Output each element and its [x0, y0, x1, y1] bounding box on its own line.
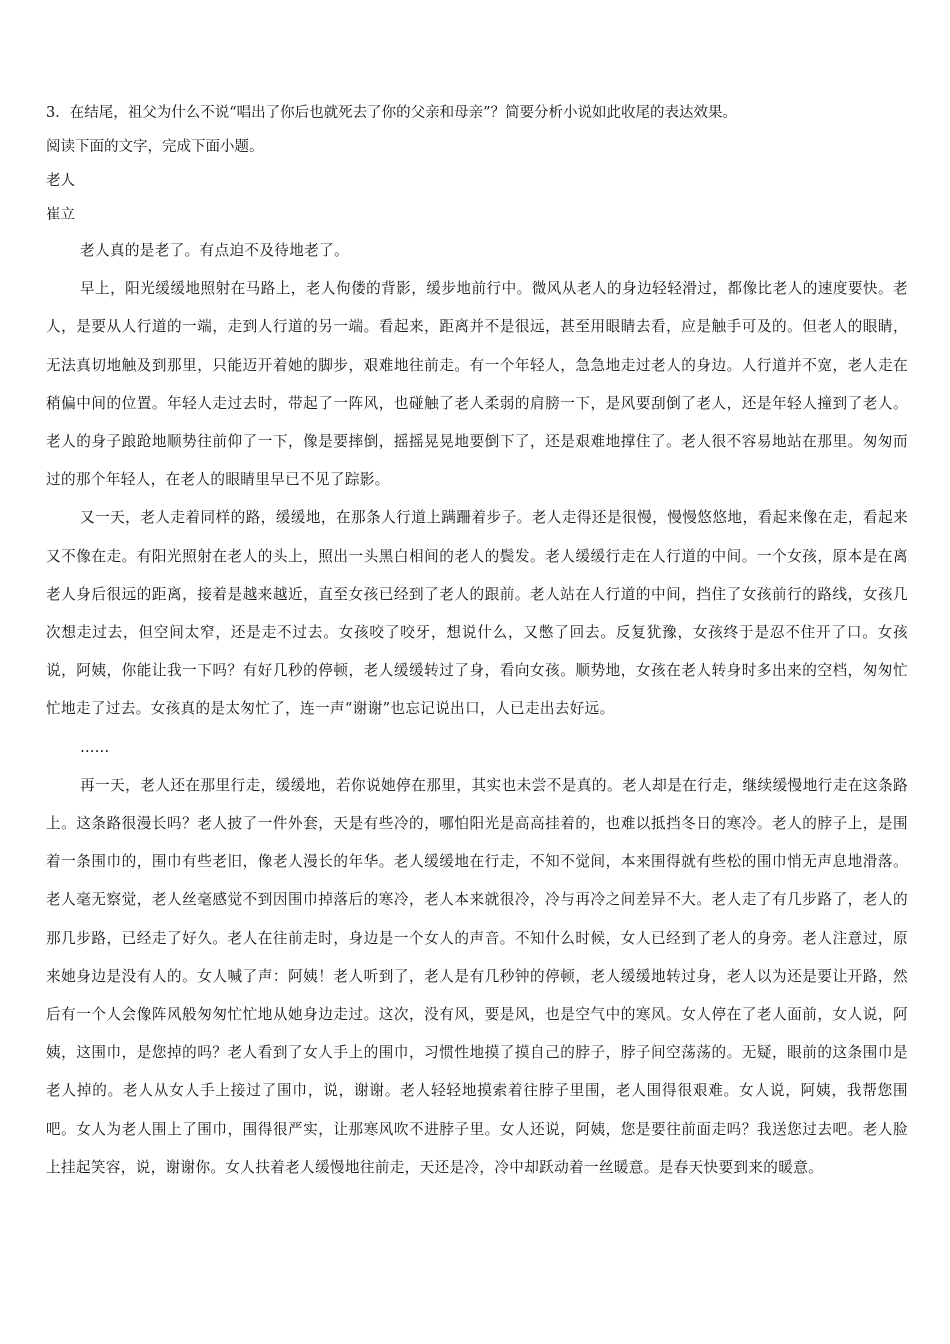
question-text: 3．在结尾，祖父为什么不说“唱出了你后也就死去了你的父亲和母亲”？简要分析小说如此收尾的表达效果。 — [46, 105, 738, 121]
story-body — [46, 232, 908, 1187]
story-paragraph: 又一天，老人走着同样的路，缓缓地，在那条人行道上蹒跚着步子。老人走得还是很慢，慢慢悠悠地，看起来像在走，看起来又不像在走。有阳光照射在老人的头上，照出一头黑白相间的老人的鬓发。老人缓缓行走在人行道的中间。一个女孩，原本是在离老人身后很远的距离，接着是越来越近，直至女孩已经到了老人的跟前。老人站在人行道的中间，挡住了女孩前行的路线，女孩几次想走过去，但空间太窄，还是走不过去。女孩咬了咬牙，想说什么，又憋了回去。反复犹豫，女孩终于是忍不住开了口。女孩说，阿姨，你能让我一下吗？有好几秒的停顿，老人缓缓转过了身，看向女孩。顺势地，女孩在老人转身时多出来的空档，匆匆忙忙地走了过去。女孩真的是太匆忙了，连一声“谢谢”也忘记说出口，人已走出去好远。 — [46, 509, 908, 718]
story-paragraph: 老人真的是老了。有点迫不及待地老了。 — [80, 242, 349, 259]
story-title: 老人 — [46, 173, 75, 189]
story-paragraph: 早上，阳光缓缓地照射在马路上，老人佝偻的背影，缓步地前行中。微风从老人的身边轻轻滑过，都像比老人的速度要快。老人，是要从人行道的一端，走到人行道的另一端。看起来，距离并不是很远，甚至用眼睛去看，应是触手可及的。但老人的眼睛，无法真切地触及到那里，只能迈开着她的脚步，艰难地往前走。有一个年轻人，急急地走过老人的身边。人行道并不宽，老人走在稍偏中间的位置。年轻人走过去时，带起了一阵风，也碰触了老人柔弱的肩膀一下，是风要刮倒了老人，还是年轻人撞到了老人。老人的身子踉跄地顺势往前仰了一下，像是要摔倒，摇摇晃晃地要倒下了，还是艰难地撑住了。老人很不容易地站在那里。匆匆而过的那个年轻人，在老人的眼睛里早已不见了踪影。 — [46, 280, 908, 489]
story-ellipsis: …… — [80, 738, 110, 756]
story-paragraph: 再一天，老人还在那里行走，缓缓地，若你说她停在那里，其实也未尝不是真的。老人却是在行走，继续缓慢地行走在这条路上。这条路很漫长吗？老人披了一件外套，天是有些冷的，哪怕阳光是高高挂着的，也难以抵挡冬日的寒冷。老人的脖子上，是围着一条围巾的，围巾有些老旧，像老人漫长的年华。老人缓缓地在行走，不知不觉间，本来围得就有些松的围巾悄无声息地滑落。老人毫无察觉，老人丝毫感觉不到因围巾掉落后的寒冷，老人本来就很冷，冷与再冷之间差异不大。老人走了有几步路了，老人的那几步路，已经走了好久。老人在往前走时，身边是一个女人的声音。不知什么时候，女人已经到了老人的身旁。老人注意过，原来她身边是没有人的。女人喊了声：阿姨！老人听到了，老人是有几秒钟的停顿，老人缓缓地转过身，老人以为还是要让开路，然后有一个人会像阵风般匆匆忙忙地从她身边走过。这次，没有风，要是风，也是空气中的寒风。女人停在了老人面前，女人说，阿姨，这围巾，是您掉的吗？老人看到了女人手上的围巾，习惯性地摸了摸自己的脖子，脖子间空荡荡的。无疑，眼前的这条围巾是老人掉的。老人从女人手上接过了围巾，说，谢谢。老人轻轻地摸索着往脖子里围，老人围得很艰难。女人说，阿姨，我帮您围吧。女人为老人围上了围巾，围得很严实，让那寒风吹不进脖子里。女人还说，阿姨，您是要往前面走吗？我送您过去吧。老人脸上挂起笑容，说，谢谢你。女人扶着老人缓慢地往前走，天还是冷，冷中却跃动着一丝暖意。是春天快要到来的暖意。 — [46, 776, 908, 1176]
document-page — [46, 96, 908, 1187]
story-author: 崔立 — [46, 207, 75, 223]
reading-instruction: 阅读下面的文字，完成下面小题。 — [46, 139, 264, 155]
